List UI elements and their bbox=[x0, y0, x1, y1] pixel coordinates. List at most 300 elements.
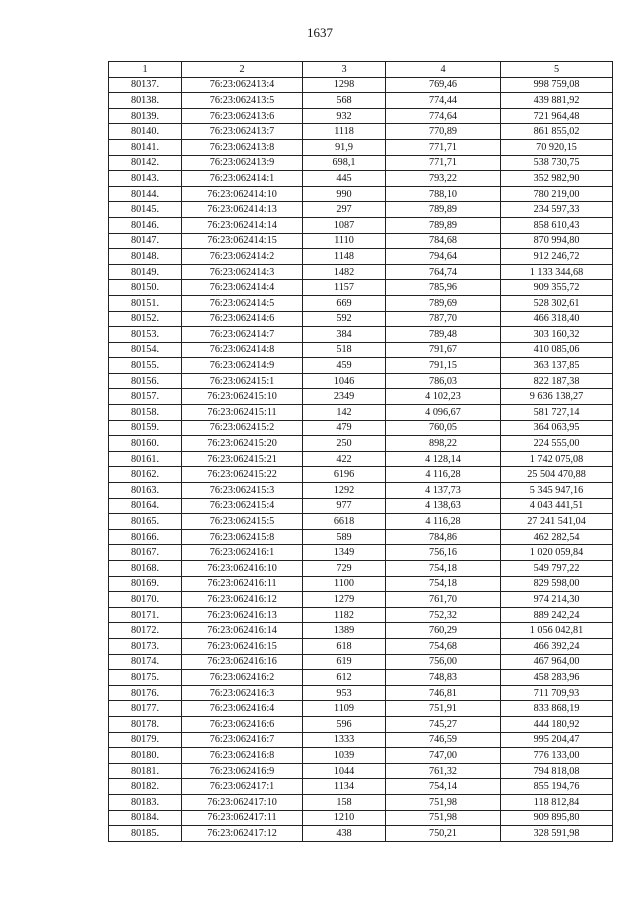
table-cell: 76:23:062415:22 bbox=[182, 467, 303, 483]
table-cell: 596 bbox=[303, 716, 386, 732]
table-cell: 80166. bbox=[109, 529, 182, 545]
table-cell: 76:23:062413:5 bbox=[182, 93, 303, 109]
table-row bbox=[109, 592, 613, 608]
table-cell: 303 160,32 bbox=[501, 327, 613, 343]
table-cell: 438 bbox=[303, 826, 386, 842]
data-table bbox=[108, 61, 613, 842]
table-cell: 771,71 bbox=[386, 139, 501, 155]
table-cell: 4 102,23 bbox=[386, 389, 501, 405]
table-cell: 756,16 bbox=[386, 545, 501, 561]
table-row bbox=[109, 483, 613, 499]
table-cell: 364 063,95 bbox=[501, 420, 613, 436]
table-row bbox=[109, 171, 613, 187]
table-row bbox=[109, 77, 613, 93]
table-cell: 80154. bbox=[109, 342, 182, 358]
table-cell: 4 096,67 bbox=[386, 405, 501, 421]
table-cell: 788,10 bbox=[386, 186, 501, 202]
table-cell: 829 598,00 bbox=[501, 576, 613, 592]
table-cell: 4 116,28 bbox=[386, 467, 501, 483]
table-cell: 76:23:062413:7 bbox=[182, 124, 303, 140]
table-cell: 1148 bbox=[303, 249, 386, 265]
table-cell: 80173. bbox=[109, 638, 182, 654]
table-cell: 27 241 541,04 bbox=[501, 514, 613, 530]
table-cell: 76:23:062416:11 bbox=[182, 576, 303, 592]
table-cell: 1118 bbox=[303, 124, 386, 140]
table-cell: 439 881,92 bbox=[501, 93, 613, 109]
table-cell: 769,46 bbox=[386, 77, 501, 93]
table-cell: 224 555,00 bbox=[501, 436, 613, 452]
table-cell: 774,44 bbox=[386, 93, 501, 109]
table-cell: 80139. bbox=[109, 108, 182, 124]
table-cell: 721 964,48 bbox=[501, 108, 613, 124]
table-cell: 76:23:062414:1 bbox=[182, 171, 303, 187]
table-cell: 774,64 bbox=[386, 108, 501, 124]
table-cell: 76:23:062415:3 bbox=[182, 483, 303, 499]
table-row bbox=[109, 311, 613, 327]
table-cell: 91,9 bbox=[303, 139, 386, 155]
table-cell: 76:23:062414:14 bbox=[182, 217, 303, 233]
table-cell: 5 345 947,16 bbox=[501, 483, 613, 499]
table-cell: 953 bbox=[303, 685, 386, 701]
table-cell: 76:23:062416:13 bbox=[182, 607, 303, 623]
table-cell: 760,29 bbox=[386, 623, 501, 639]
table-cell: 1109 bbox=[303, 701, 386, 717]
table-cell: 76:23:062417:10 bbox=[182, 794, 303, 810]
table-cell: 932 bbox=[303, 108, 386, 124]
table-cell: 80141. bbox=[109, 139, 182, 155]
table-cell: 855 194,76 bbox=[501, 779, 613, 795]
table-row bbox=[109, 685, 613, 701]
table-cell: 789,48 bbox=[386, 327, 501, 343]
table-cell: 592 bbox=[303, 311, 386, 327]
table-cell: 76:23:062415:8 bbox=[182, 529, 303, 545]
table-cell: 142 bbox=[303, 405, 386, 421]
table-cell: 76:23:062415:21 bbox=[182, 451, 303, 467]
table-cell: 76:23:062416:12 bbox=[182, 592, 303, 608]
table-cell: 1046 bbox=[303, 373, 386, 389]
table-cell: 76:23:062416:6 bbox=[182, 716, 303, 732]
table-row bbox=[109, 217, 613, 233]
table-cell: 1 020 059,84 bbox=[501, 545, 613, 561]
table-cell: 80167. bbox=[109, 545, 182, 561]
table-cell: 76:23:062415:11 bbox=[182, 405, 303, 421]
table-cell: 6618 bbox=[303, 514, 386, 530]
table-cell: 80182. bbox=[109, 779, 182, 795]
table-cell: 80183. bbox=[109, 794, 182, 810]
table-cell: 458 283,96 bbox=[501, 670, 613, 686]
table-cell: 445 bbox=[303, 171, 386, 187]
table-cell: 771,71 bbox=[386, 155, 501, 171]
table-cell: 80138. bbox=[109, 93, 182, 109]
table-row bbox=[109, 467, 613, 483]
column-header: 1 bbox=[109, 62, 182, 78]
table-cell: 1279 bbox=[303, 592, 386, 608]
table-cell: 80157. bbox=[109, 389, 182, 405]
table-cell: 76:23:062416:7 bbox=[182, 732, 303, 748]
table-cell: 581 727,14 bbox=[501, 405, 613, 421]
table-cell: 363 137,85 bbox=[501, 358, 613, 374]
table-cell: 784,68 bbox=[386, 233, 501, 249]
table-cell: 80158. bbox=[109, 405, 182, 421]
table-cell: 711 709,93 bbox=[501, 685, 613, 701]
table-body bbox=[109, 62, 613, 842]
table-cell: 764,74 bbox=[386, 264, 501, 280]
table-cell: 76:23:062416:8 bbox=[182, 748, 303, 764]
table-cell: 76:23:062417:1 bbox=[182, 779, 303, 795]
table-cell: 1482 bbox=[303, 264, 386, 280]
table-cell: 80156. bbox=[109, 373, 182, 389]
table-cell: 751,98 bbox=[386, 794, 501, 810]
table-cell: 669 bbox=[303, 295, 386, 311]
table-cell: 76:23:062416:16 bbox=[182, 654, 303, 670]
table-cell: 80184. bbox=[109, 810, 182, 826]
table-cell: 80148. bbox=[109, 249, 182, 265]
table-cell: 4 116,28 bbox=[386, 514, 501, 530]
table-cell: 751,98 bbox=[386, 810, 501, 826]
table-cell: 787,70 bbox=[386, 311, 501, 327]
table-cell: 76:23:062414:2 bbox=[182, 249, 303, 265]
table-cell: 1182 bbox=[303, 607, 386, 623]
table-cell: 791,67 bbox=[386, 342, 501, 358]
table-cell: 118 812,84 bbox=[501, 794, 613, 810]
table-cell: 4 137,73 bbox=[386, 483, 501, 499]
table-cell: 1044 bbox=[303, 763, 386, 779]
table-cell: 822 187,38 bbox=[501, 373, 613, 389]
table-row bbox=[109, 498, 613, 514]
table-row bbox=[109, 670, 613, 686]
table-cell: 297 bbox=[303, 202, 386, 218]
table-cell: 158 bbox=[303, 794, 386, 810]
table-cell: 467 964,00 bbox=[501, 654, 613, 670]
table-cell: 80149. bbox=[109, 264, 182, 280]
table-cell: 462 282,54 bbox=[501, 529, 613, 545]
table-cell: 1292 bbox=[303, 483, 386, 499]
table-cell: 4 043 441,51 bbox=[501, 498, 613, 514]
table-cell: 568 bbox=[303, 93, 386, 109]
table-cell: 80146. bbox=[109, 217, 182, 233]
table-row bbox=[109, 826, 613, 842]
table-cell: 76:23:062413:9 bbox=[182, 155, 303, 171]
table-row bbox=[109, 451, 613, 467]
table-row bbox=[109, 202, 613, 218]
table-cell: 80153. bbox=[109, 327, 182, 343]
table-cell: 76:23:062415:1 bbox=[182, 373, 303, 389]
table-cell: 754,18 bbox=[386, 576, 501, 592]
table-cell: 761,32 bbox=[386, 763, 501, 779]
table-cell: 80163. bbox=[109, 483, 182, 499]
table-row bbox=[109, 607, 613, 623]
table-cell: 80180. bbox=[109, 748, 182, 764]
table-cell: 858 610,43 bbox=[501, 217, 613, 233]
table-cell: 80169. bbox=[109, 576, 182, 592]
table-row bbox=[109, 576, 613, 592]
table-cell: 444 180,92 bbox=[501, 716, 613, 732]
table-cell: 80181. bbox=[109, 763, 182, 779]
table-cell: 747,00 bbox=[386, 748, 501, 764]
table-cell: 4 138,63 bbox=[386, 498, 501, 514]
table-row bbox=[109, 701, 613, 717]
table-cell: 789,69 bbox=[386, 295, 501, 311]
table-row bbox=[109, 249, 613, 265]
table-cell: 80177. bbox=[109, 701, 182, 717]
table-cell: 780 219,00 bbox=[501, 186, 613, 202]
table-cell: 80155. bbox=[109, 358, 182, 374]
table-cell: 479 bbox=[303, 420, 386, 436]
table-cell: 518 bbox=[303, 342, 386, 358]
table-cell: 746,59 bbox=[386, 732, 501, 748]
table-cell: 76:23:062416:14 bbox=[182, 623, 303, 639]
table-cell: 746,81 bbox=[386, 685, 501, 701]
table-cell: 870 994,80 bbox=[501, 233, 613, 249]
table-cell: 80179. bbox=[109, 732, 182, 748]
table-cell: 6196 bbox=[303, 467, 386, 483]
table-cell: 76:23:062416:2 bbox=[182, 670, 303, 686]
table-cell: 791,15 bbox=[386, 358, 501, 374]
table-cell: 80175. bbox=[109, 670, 182, 686]
column-header: 4 bbox=[386, 62, 501, 78]
table-cell: 80140. bbox=[109, 124, 182, 140]
column-header: 3 bbox=[303, 62, 386, 78]
table-cell: 384 bbox=[303, 327, 386, 343]
table-cell: 754,18 bbox=[386, 561, 501, 577]
table-cell: 794,64 bbox=[386, 249, 501, 265]
table-row bbox=[109, 748, 613, 764]
table-cell: 1 133 344,68 bbox=[501, 264, 613, 280]
table-cell: 748,83 bbox=[386, 670, 501, 686]
table-cell: 1 742 075,08 bbox=[501, 451, 613, 467]
table-header-row bbox=[109, 62, 613, 78]
table-cell: 754,14 bbox=[386, 779, 501, 795]
table-row bbox=[109, 561, 613, 577]
table-cell: 1 056 042,81 bbox=[501, 623, 613, 639]
table-row bbox=[109, 108, 613, 124]
table-cell: 80174. bbox=[109, 654, 182, 670]
column-header: 2 bbox=[182, 62, 303, 78]
table-cell: 80164. bbox=[109, 498, 182, 514]
table-cell: 76:23:062414:8 bbox=[182, 342, 303, 358]
table-cell: 784,86 bbox=[386, 529, 501, 545]
table-cell: 1110 bbox=[303, 233, 386, 249]
table-cell: 538 730,75 bbox=[501, 155, 613, 171]
table-cell: 76:23:062416:1 bbox=[182, 545, 303, 561]
table-row bbox=[109, 280, 613, 296]
table-cell: 80171. bbox=[109, 607, 182, 623]
table-cell: 70 920,15 bbox=[501, 139, 613, 155]
table-row bbox=[109, 529, 613, 545]
table-cell: 9 636 138,27 bbox=[501, 389, 613, 405]
table-cell: 328 591,98 bbox=[501, 826, 613, 842]
table-cell: 745,27 bbox=[386, 716, 501, 732]
table-cell: 1298 bbox=[303, 77, 386, 93]
table-cell: 80160. bbox=[109, 436, 182, 452]
table-cell: 974 214,30 bbox=[501, 592, 613, 608]
table-cell: 2349 bbox=[303, 389, 386, 405]
table-row bbox=[109, 93, 613, 109]
table-cell: 793,22 bbox=[386, 171, 501, 187]
table-row bbox=[109, 420, 613, 436]
table-row bbox=[109, 124, 613, 140]
table-cell: 76:23:062413:8 bbox=[182, 139, 303, 155]
table-cell: 80185. bbox=[109, 826, 182, 842]
table-cell: 76:23:062416:10 bbox=[182, 561, 303, 577]
table-row bbox=[109, 342, 613, 358]
table-cell: 80145. bbox=[109, 202, 182, 218]
table-cell: 998 759,08 bbox=[501, 77, 613, 93]
table-cell: 752,32 bbox=[386, 607, 501, 623]
table-cell: 761,70 bbox=[386, 592, 501, 608]
table-cell: 76:23:062414:5 bbox=[182, 295, 303, 311]
table-cell: 80168. bbox=[109, 561, 182, 577]
table-cell: 466 392,24 bbox=[501, 638, 613, 654]
table-cell: 789,89 bbox=[386, 217, 501, 233]
table-cell: 1349 bbox=[303, 545, 386, 561]
table-cell: 619 bbox=[303, 654, 386, 670]
table-row bbox=[109, 389, 613, 405]
table-cell: 1134 bbox=[303, 779, 386, 795]
table-cell: 612 bbox=[303, 670, 386, 686]
table-row bbox=[109, 654, 613, 670]
table-cell: 76:23:062415:10 bbox=[182, 389, 303, 405]
table-cell: 785,96 bbox=[386, 280, 501, 296]
table-cell: 889 242,24 bbox=[501, 607, 613, 623]
table-cell: 80151. bbox=[109, 295, 182, 311]
table-cell: 76:23:062415:4 bbox=[182, 498, 303, 514]
table-cell: 466 318,40 bbox=[501, 311, 613, 327]
table-cell: 1100 bbox=[303, 576, 386, 592]
table-cell: 1087 bbox=[303, 217, 386, 233]
table-cell: 1039 bbox=[303, 748, 386, 764]
table-row bbox=[109, 716, 613, 732]
table-cell: 76:23:062416:9 bbox=[182, 763, 303, 779]
table-cell: 4 128,14 bbox=[386, 451, 501, 467]
table-cell: 995 204,47 bbox=[501, 732, 613, 748]
table-row bbox=[109, 763, 613, 779]
table-cell: 80172. bbox=[109, 623, 182, 639]
table-cell: 1333 bbox=[303, 732, 386, 748]
table-cell: 76:23:062416:15 bbox=[182, 638, 303, 654]
table-cell: 1210 bbox=[303, 810, 386, 826]
table-cell: 80137. bbox=[109, 77, 182, 93]
table-cell: 80178. bbox=[109, 716, 182, 732]
table-row bbox=[109, 155, 613, 171]
table-cell: 76:23:062414:3 bbox=[182, 264, 303, 280]
table-row bbox=[109, 405, 613, 421]
table-row bbox=[109, 373, 613, 389]
table-cell: 789,89 bbox=[386, 202, 501, 218]
table-row bbox=[109, 794, 613, 810]
table-cell: 909 895,80 bbox=[501, 810, 613, 826]
table-cell: 80165. bbox=[109, 514, 182, 530]
table-cell: 698,1 bbox=[303, 155, 386, 171]
table-cell: 76:23:062415:2 bbox=[182, 420, 303, 436]
table-cell: 76:23:062417:11 bbox=[182, 810, 303, 826]
table-cell: 990 bbox=[303, 186, 386, 202]
table-cell: 833 868,19 bbox=[501, 701, 613, 717]
table-cell: 80142. bbox=[109, 155, 182, 171]
table-row bbox=[109, 233, 613, 249]
table-cell: 80159. bbox=[109, 420, 182, 436]
table-row bbox=[109, 186, 613, 202]
table-cell: 76:23:062417:12 bbox=[182, 826, 303, 842]
table-cell: 729 bbox=[303, 561, 386, 577]
table-cell: 1389 bbox=[303, 623, 386, 639]
table-cell: 1157 bbox=[303, 280, 386, 296]
table-row bbox=[109, 810, 613, 826]
table-row bbox=[109, 327, 613, 343]
table-row bbox=[109, 779, 613, 795]
table-cell: 352 982,90 bbox=[501, 171, 613, 187]
table-row bbox=[109, 638, 613, 654]
table-cell: 898,22 bbox=[386, 436, 501, 452]
table-row bbox=[109, 436, 613, 452]
table-cell: 770,89 bbox=[386, 124, 501, 140]
table-cell: 76:23:062416:4 bbox=[182, 701, 303, 717]
table-cell: 756,00 bbox=[386, 654, 501, 670]
table-cell: 80170. bbox=[109, 592, 182, 608]
table-cell: 76:23:062414:6 bbox=[182, 311, 303, 327]
table-cell: 80143. bbox=[109, 171, 182, 187]
table-cell: 76:23:062414:15 bbox=[182, 233, 303, 249]
table-cell: 977 bbox=[303, 498, 386, 514]
table-row bbox=[109, 545, 613, 561]
table-cell: 861 855,02 bbox=[501, 124, 613, 140]
table-cell: 909 355,72 bbox=[501, 280, 613, 296]
table-cell: 751,91 bbox=[386, 701, 501, 717]
table-cell: 76:23:062414:9 bbox=[182, 358, 303, 374]
table-cell: 76:23:062414:13 bbox=[182, 202, 303, 218]
table-cell: 528 302,61 bbox=[501, 295, 613, 311]
table-cell: 912 246,72 bbox=[501, 249, 613, 265]
table-cell: 80161. bbox=[109, 451, 182, 467]
table-cell: 80162. bbox=[109, 467, 182, 483]
table-cell: 422 bbox=[303, 451, 386, 467]
table-row bbox=[109, 295, 613, 311]
table-cell: 794 818,08 bbox=[501, 763, 613, 779]
table-row bbox=[109, 358, 613, 374]
table-cell: 76:23:062415:5 bbox=[182, 514, 303, 530]
table-cell: 776 133,00 bbox=[501, 748, 613, 764]
table-cell: 76:23:062415:20 bbox=[182, 436, 303, 452]
table-cell: 760,05 bbox=[386, 420, 501, 436]
table-cell: 80144. bbox=[109, 186, 182, 202]
table-row bbox=[109, 623, 613, 639]
table-cell: 750,21 bbox=[386, 826, 501, 842]
table-row bbox=[109, 514, 613, 530]
table-cell: 76:23:062414:7 bbox=[182, 327, 303, 343]
table-cell: 76:23:062414:4 bbox=[182, 280, 303, 296]
column-header: 5 bbox=[501, 62, 613, 78]
table-cell: 80147. bbox=[109, 233, 182, 249]
table-cell: 459 bbox=[303, 358, 386, 374]
table-cell: 250 bbox=[303, 436, 386, 452]
table-cell: 76:23:062413:4 bbox=[182, 77, 303, 93]
page-number: 1637 bbox=[307, 25, 333, 40]
table-cell: 76:23:062414:10 bbox=[182, 186, 303, 202]
table-cell: 80176. bbox=[109, 685, 182, 701]
table-cell: 549 797,22 bbox=[501, 561, 613, 577]
table-row bbox=[109, 732, 613, 748]
table-cell: 76:23:062413:6 bbox=[182, 108, 303, 124]
table-cell: 410 085,06 bbox=[501, 342, 613, 358]
table-cell: 234 597,33 bbox=[501, 202, 613, 218]
table-cell: 754,68 bbox=[386, 638, 501, 654]
table-row bbox=[109, 264, 613, 280]
table-cell: 76:23:062416:3 bbox=[182, 685, 303, 701]
table-cell: 786,03 bbox=[386, 373, 501, 389]
table-cell: 80150. bbox=[109, 280, 182, 296]
table-cell: 80152. bbox=[109, 311, 182, 327]
table-cell: 618 bbox=[303, 638, 386, 654]
